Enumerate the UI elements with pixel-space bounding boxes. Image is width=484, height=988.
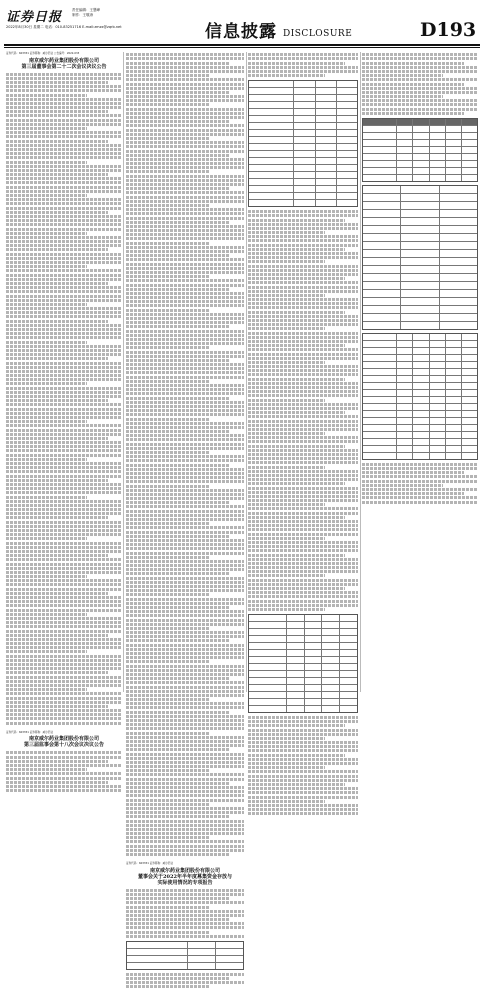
producer-line: 制作：王敬涛: [72, 13, 93, 17]
headline-company: 南京威尔药业集团股份有限公司: [28, 57, 99, 64]
data-table: [362, 185, 478, 330]
masthead: [0, 0, 484, 48]
masthead-rule-thin: [4, 47, 480, 48]
column-divider: [360, 52, 361, 692]
headline-company: 南京威尔药业集团股份有限公司: [149, 867, 220, 874]
article-body: [126, 889, 244, 938]
article-body: [362, 463, 478, 504]
article-body: [248, 210, 358, 611]
headline-title: 第三届董事会第二十二次会议决议公告: [21, 63, 107, 70]
data-table: [248, 80, 358, 207]
column-4: [362, 52, 478, 692]
article-headline: [6, 58, 122, 70]
headline-title-line2: 实际使用情况的专项报告: [157, 879, 213, 886]
column-divider: [246, 52, 247, 692]
article-code: 证券代码：603351 证券简称：威尔药业 公告编号：2022-033: [6, 52, 80, 55]
article-body: [6, 73, 122, 725]
article-body: [126, 53, 244, 856]
article-headline: [6, 736, 122, 748]
data-table: [126, 941, 244, 970]
headline-title: 第三届监事会第十八次会议决议公告: [23, 742, 104, 749]
column-1: [6, 52, 122, 749]
page-number: D193: [420, 19, 477, 41]
section-title: 信息披露: [205, 22, 277, 42]
headline-title: 董事会关于2022年半年度募集资金存放与: [138, 873, 232, 880]
column-3: [248, 52, 358, 692]
editor-line: 责任编辑：王慧峰: [72, 8, 100, 12]
masthead-rule: [4, 44, 480, 46]
headline-company: 南京威尔药业集团股份有限公司: [28, 736, 99, 743]
article-headline: [126, 868, 244, 886]
date-line: 2022年8月30日 星期二 电话：010-83251716 E-mail:zmzx@zqrb.net: [6, 25, 122, 29]
article-body: [248, 716, 358, 815]
editor-info: [72, 8, 100, 18]
article-body: [6, 751, 122, 792]
article-code: 证券代码：603351 证券简称：威尔药业: [6, 730, 54, 734]
article-body: [362, 53, 478, 115]
article-code: 证券代码：603351 证券简称：威尔药业: [126, 862, 174, 866]
article-body: [248, 53, 358, 77]
article-body: [126, 973, 244, 988]
column-divider: [123, 52, 124, 692]
section-title-en: DISCLOSURE: [283, 29, 353, 39]
data-table: [248, 614, 358, 713]
column-2: [126, 52, 244, 886]
data-table: [362, 118, 478, 182]
newspaper-logo: 证券日报: [6, 10, 63, 25]
data-table: [362, 333, 478, 460]
